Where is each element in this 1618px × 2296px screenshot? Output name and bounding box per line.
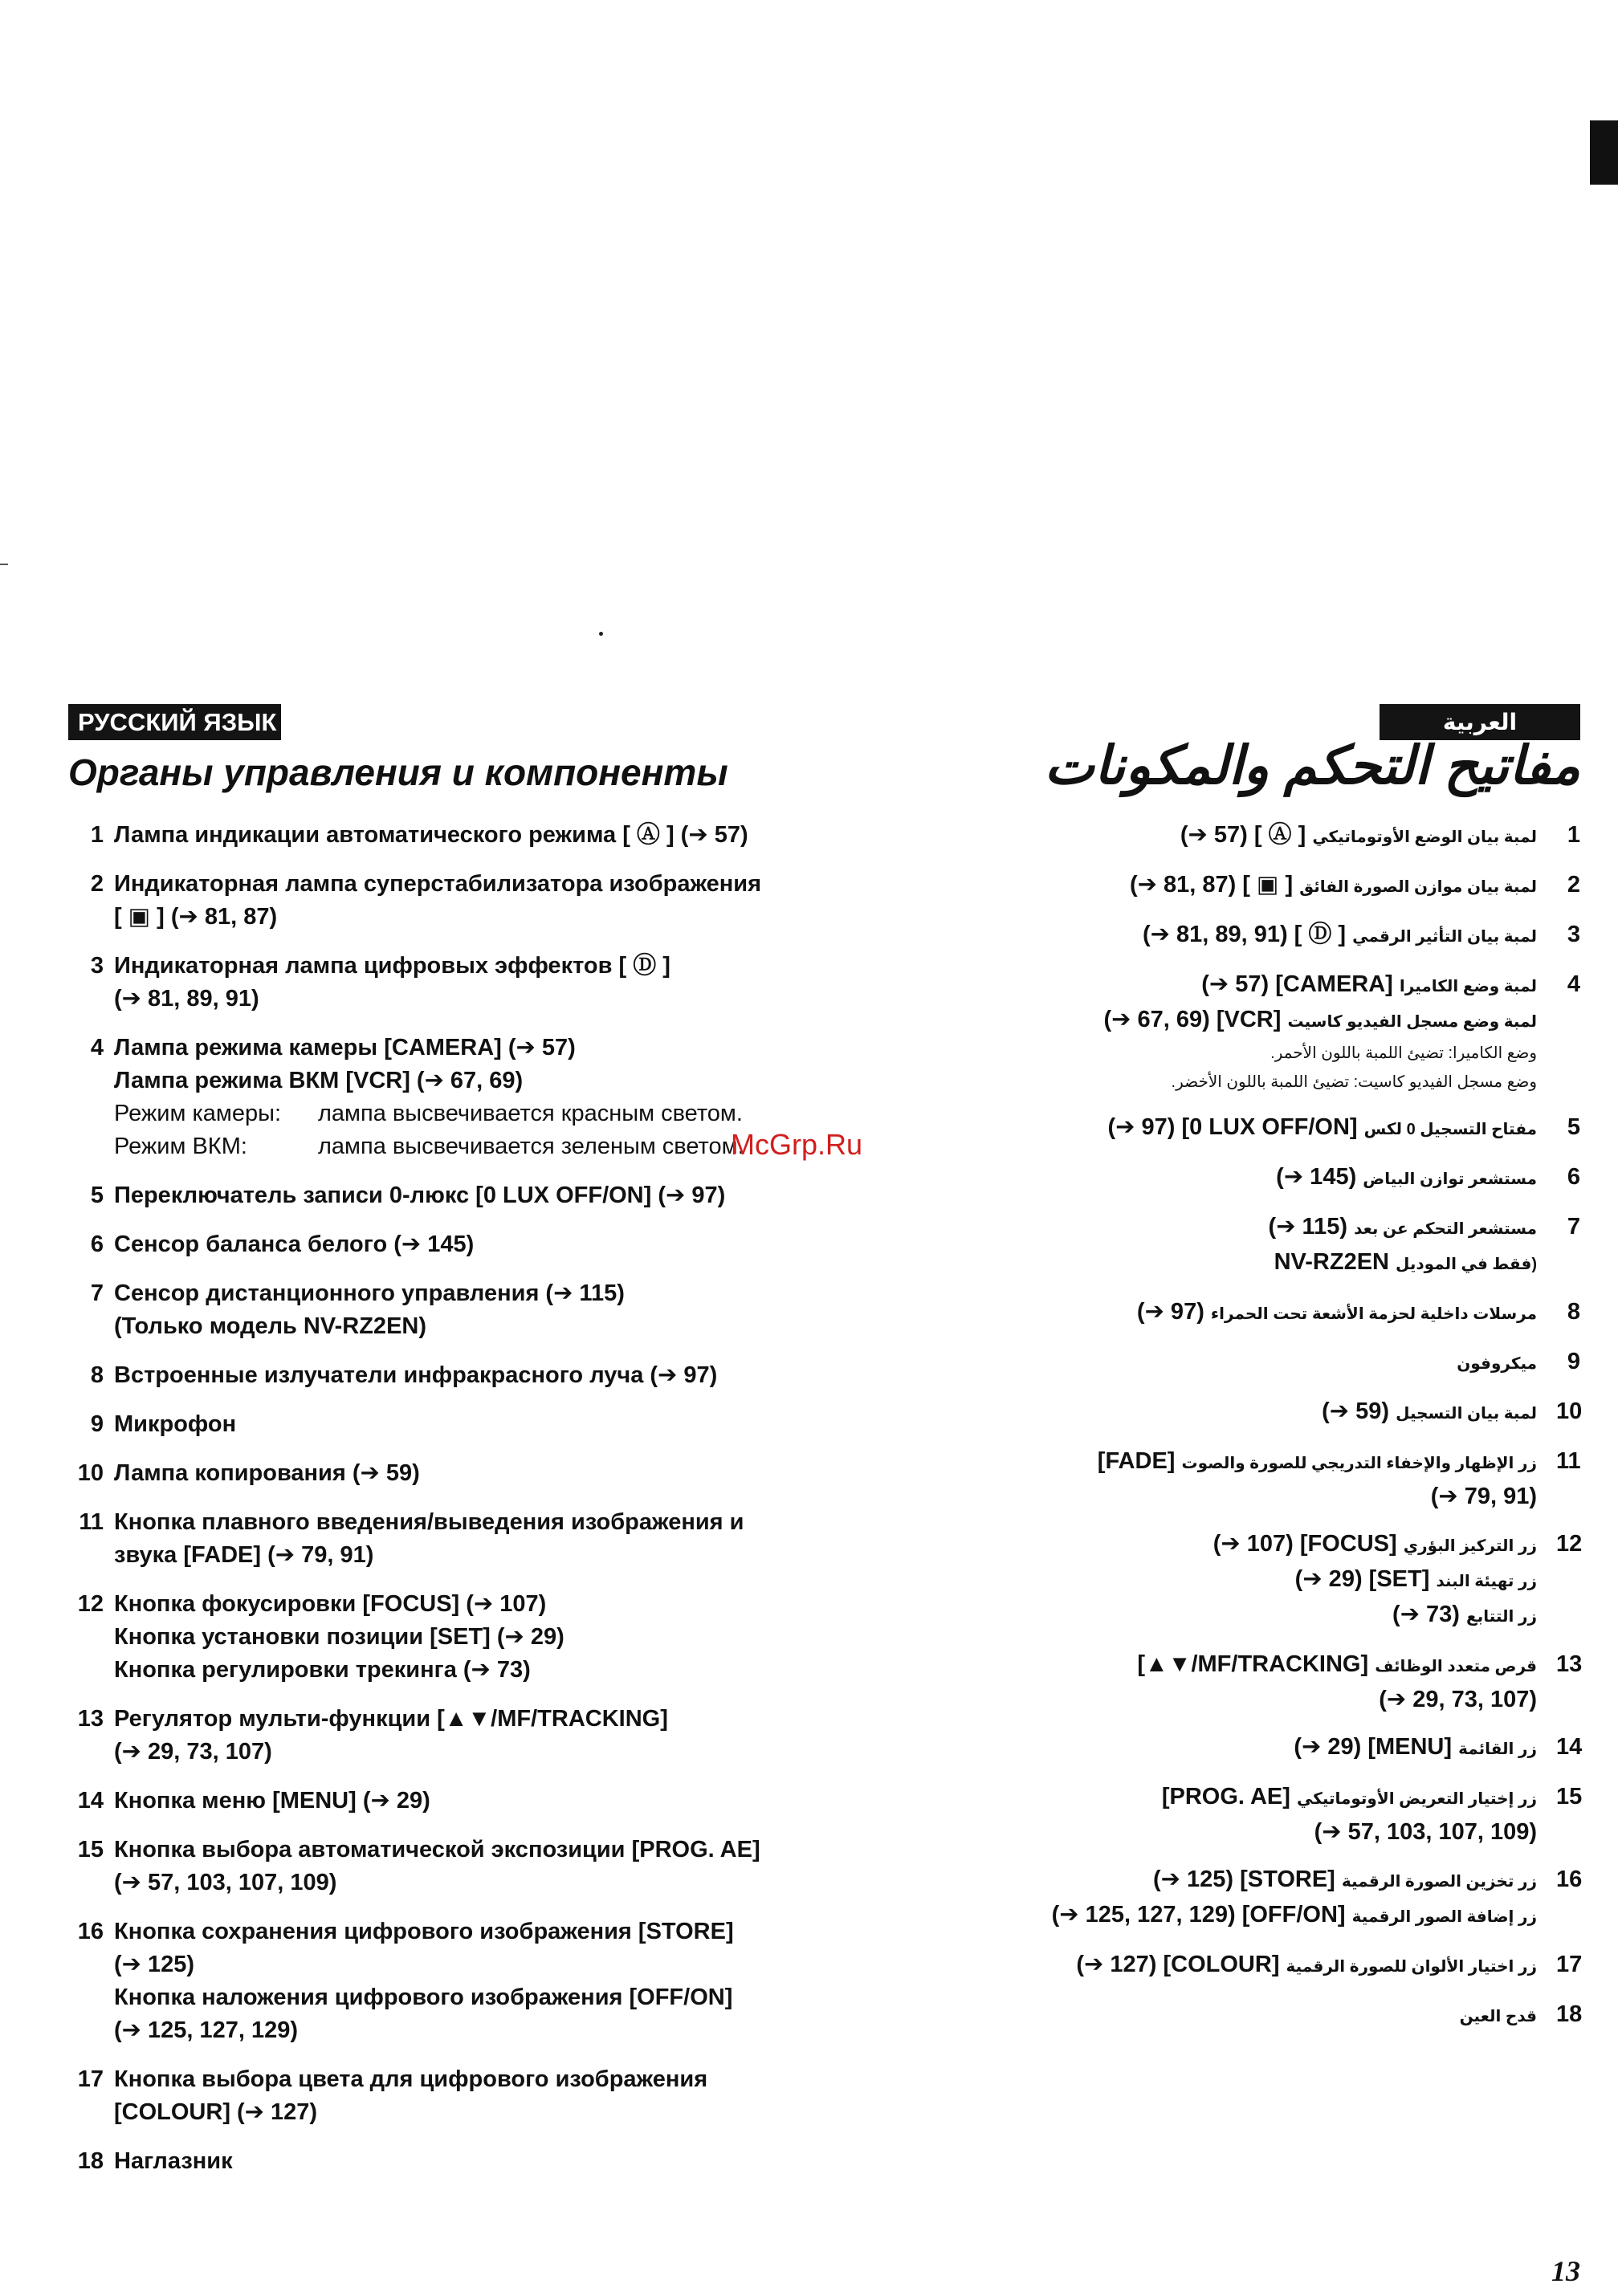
item-text: Лампа индикации автоматического режима [ Ⓐ ] (➔ 57) — [114, 822, 748, 848]
item-text — [954, 869, 1537, 904]
item-text — [954, 1161, 1537, 1196]
item-text: (➔ 57, 103, 107, 109) — [114, 1870, 337, 1895]
list-item — [68, 1457, 855, 1490]
item-arabic-text: ميكروفون — [1457, 1355, 1537, 1373]
list-item — [954, 1781, 1583, 1849]
item-arabic-text: زر القائمة — [1458, 1740, 1537, 1758]
list-item — [68, 1359, 855, 1392]
item-arabic-text: مفتاح التسجيل 0 لكس — [1363, 1121, 1537, 1138]
item-number: 10 — [1556, 1398, 1583, 1424]
item-text: (Только модель NV-RZ2EN) — [114, 1313, 427, 1339]
item-text — [954, 1003, 1537, 1039]
edge-tick-mark — [0, 564, 8, 565]
page-number: 13 — [1551, 2255, 1580, 2287]
stray-dot — [599, 632, 603, 636]
list-item — [954, 1395, 1583, 1431]
item-reference: (➔ 81, 87) [ ▣ ] — [1129, 872, 1294, 898]
item-number: 7 — [1567, 1214, 1580, 1240]
item-text — [954, 819, 1537, 854]
item-reference: [▲▼/MF/TRACKING] — [1137, 1651, 1369, 1677]
item-number: 11 — [79, 1509, 104, 1535]
item-number: 6 — [1567, 1164, 1580, 1190]
item-text: Переключатель записи 0-люкс [0 LUX OFF/ON] (➔ 97) — [114, 1183, 726, 1208]
list-item — [954, 1296, 1580, 1331]
item-number: 5 — [90, 1183, 104, 1208]
item-arabic-text: مستشعر التحكم عن بعد — [1354, 1220, 1537, 1238]
item-reference: (➔ 97) — [1136, 1299, 1204, 1325]
item-text: Сенсор дистанционного управления (➔ 115) — [114, 1280, 625, 1306]
item-arabic-text: (فقط في الموديل — [1396, 1256, 1537, 1273]
item-number: 2 — [90, 871, 104, 897]
item-text: Индикаторная лампа цифровых эффектов [ Ⓓ ] — [114, 953, 670, 979]
item-text: Лампа режима камеры [CAMERA] (➔ 57) — [114, 1035, 576, 1060]
item-number: 3 — [90, 953, 104, 979]
item-text — [954, 1998, 1537, 2033]
item-number: 17 — [77, 2066, 104, 2092]
item-reference: (➔ 107) [FOCUS] — [1212, 1531, 1397, 1557]
item-number: 2 — [1567, 872, 1580, 898]
item-reference: (➔ 115) — [1268, 1214, 1348, 1240]
item-text — [954, 1731, 1537, 1766]
list-item — [954, 1731, 1583, 1766]
arabic-component-list — [954, 819, 1583, 2048]
list-item — [68, 2063, 855, 2129]
note-text: лампа высвечивается красным светом. — [318, 1101, 743, 1126]
list-item — [68, 868, 855, 934]
item-arabic-text: زر التركيز البؤري — [1403, 1537, 1537, 1555]
item-text: [ ▣ ] (➔ 81, 87) — [114, 904, 278, 930]
item-text: Сенсор баланса белого (➔ 145) — [114, 1231, 475, 1257]
note-label: Режим камеры: — [114, 1101, 282, 1126]
item-number: 18 — [1556, 2001, 1583, 2027]
list-item — [954, 869, 1580, 904]
item-arabic-text: زر إضافة الصور الرقمية — [1351, 1908, 1537, 1926]
list-item — [954, 1998, 1583, 2033]
list-item — [68, 819, 855, 852]
item-arabic-text: لمبة وضع مسجل الفيديو كاسيت — [1287, 1013, 1537, 1031]
item-number: 14 — [77, 1788, 104, 1814]
item-text — [954, 1563, 1537, 1598]
item-text — [954, 1111, 1537, 1146]
list-item — [68, 1506, 855, 1572]
arabic-page-title: مفاتيح التحكم والمكونات — [1044, 735, 1580, 795]
russian-component-list — [68, 819, 855, 2194]
item-text — [954, 1598, 1537, 1634]
list-item — [954, 918, 1580, 954]
item-number: 12 — [77, 1591, 104, 1617]
item-reference: (➔ 73) — [1392, 1602, 1460, 1627]
item-number: 4 — [90, 1035, 104, 1060]
item-text: Кнопка установки позиции [SET] (➔ 29) — [114, 1624, 564, 1650]
list-item — [954, 1445, 1580, 1513]
list-item — [68, 1834, 855, 1899]
item-text — [954, 1899, 1537, 1934]
item-number: 8 — [90, 1362, 104, 1388]
item-note — [114, 1097, 855, 1130]
item-number: 15 — [1556, 1784, 1583, 1810]
item-arabic-text: لمبة بيان التأثير الرقمي — [1352, 928, 1537, 946]
item-arabic-text: زر التتابع — [1466, 1608, 1537, 1626]
item-text: Кнопка сохранения цифрового изображения [STORE] — [114, 1919, 734, 1944]
item-arabic-text: لمبة بيان موازن الصورة الفائق — [1299, 878, 1537, 896]
item-text — [954, 1528, 1537, 1563]
item-text: Микрофон — [114, 1411, 237, 1437]
russian-page-title: Органы управления и компоненты — [68, 751, 728, 793]
item-arabic-text: قرص متعدد الوظائف — [1375, 1658, 1537, 1675]
item-arabic-text: لمبة بيان الوضع الأوتوماتيكي — [1312, 828, 1537, 846]
item-number: 7 — [90, 1280, 104, 1306]
item-reference: (➔ 81, 89, 91) [ Ⓓ ] — [1142, 922, 1347, 947]
item-reference: [FADE] — [1097, 1448, 1176, 1474]
arabic-language-tag: العربية — [1380, 704, 1580, 740]
item-text — [954, 1683, 1537, 1716]
item-text — [954, 1816, 1537, 1849]
item-text — [954, 1948, 1537, 1984]
item-reference: (➔ 125, 127, 129) [OFF/ON] — [1051, 1902, 1346, 1928]
list-item — [954, 1111, 1580, 1146]
item-text: Кнопка регулировки трекинга (➔ 73) — [114, 1657, 531, 1683]
item-number: 12 — [1556, 1531, 1583, 1557]
item-text: Лампа режима ВКМ [VCR] (➔ 67, 69) — [114, 1068, 524, 1093]
item-number: 5 — [1567, 1114, 1580, 1140]
item-text: (➔ 125) — [114, 1952, 195, 1977]
item-arabic-text: لمبة بيان التسجيل — [1396, 1405, 1537, 1423]
item-arabic-text: زر تهيئة البند — [1436, 1573, 1537, 1590]
item-reference: (➔ 79, 91) — [1430, 1484, 1537, 1509]
item-number: 17 — [1556, 1952, 1583, 1977]
item-arabic-text: زر الإظهار والإخفاء التدريجي للصورة والصوت — [1181, 1455, 1537, 1472]
item-note: وضع مسجل الفيديو كاسيت: تضيئ اللمبة باللون الأخضر. — [1171, 1073, 1537, 1091]
item-text — [954, 1345, 1537, 1381]
item-text — [954, 1480, 1537, 1513]
item-reference: (➔ 29) [MENU] — [1294, 1734, 1453, 1760]
list-item — [68, 1179, 855, 1212]
list-item — [68, 1588, 855, 1687]
item-text — [954, 1211, 1537, 1246]
item-reference: NV-RZ2EN — [1274, 1249, 1389, 1275]
list-item — [954, 1345, 1580, 1381]
note-label: Режим ВКМ: — [114, 1134, 247, 1159]
item-number: 1 — [1567, 822, 1580, 848]
item-reference: (➔ 29, 73, 107) — [1379, 1687, 1537, 1712]
item-text — [954, 1863, 1537, 1899]
item-text: Встроенные излучатели инфракрасного луча (➔ 97) — [114, 1362, 718, 1388]
item-text — [954, 1781, 1537, 1816]
item-text: [COLOUR] (➔ 127) — [114, 2099, 318, 2125]
item-text: Кнопка выбора цвета для цифрового изображения — [114, 2066, 708, 2092]
list-item — [954, 1948, 1583, 1984]
list-item — [954, 1863, 1583, 1934]
list-item — [954, 1528, 1583, 1634]
item-reference: (➔ 29) [SET] — [1294, 1566, 1430, 1592]
item-reference: (➔ 67, 69) [VCR] — [1103, 1007, 1282, 1032]
list-item — [68, 1915, 855, 2047]
item-text — [954, 1296, 1537, 1331]
item-text: (➔ 29, 73, 107) — [114, 1739, 272, 1765]
item-text: Кнопка фокусировки [FOCUS] (➔ 107) — [114, 1591, 547, 1617]
list-item — [68, 1228, 855, 1261]
list-item — [68, 1408, 855, 1441]
item-text: (➔ 81, 89, 91) — [114, 986, 259, 1012]
item-arabic-text: زر إختيار التعريض الأوتوماتيكي — [1296, 1790, 1537, 1808]
item-text — [954, 1246, 1537, 1281]
item-reference: [PROG. AE] — [1161, 1784, 1290, 1810]
list-item — [954, 1211, 1580, 1281]
item-arabic-text: زر اختيار الألوان للصورة الرقمية — [1286, 1958, 1537, 1976]
list-item — [68, 2145, 855, 2178]
item-number: 1 — [90, 822, 104, 848]
item-text: Кнопка меню [MENU] (➔ 29) — [114, 1788, 430, 1814]
item-text: звука [FADE] (➔ 79, 91) — [114, 1542, 374, 1568]
item-reference: (➔ 59) — [1322, 1398, 1390, 1424]
note-text: лампа высвечивается зеленым светом. — [318, 1134, 744, 1159]
item-number: 3 — [1567, 922, 1580, 947]
item-number: 4 — [1567, 971, 1580, 997]
item-number: 11 — [1556, 1448, 1581, 1474]
list-item — [68, 1277, 855, 1343]
watermark: McGrp.Ru — [731, 1128, 863, 1161]
item-reference: (➔ 97) [0 LUX OFF/ON] — [1107, 1114, 1358, 1140]
item-note: وضع الكاميرا: تضيئ اللمبة باللون الأحمر. — [1270, 1044, 1537, 1062]
item-arabic-text: زر تخزين الصورة الرقمية — [1341, 1873, 1537, 1891]
item-number: 6 — [90, 1231, 104, 1257]
list-item — [954, 819, 1580, 854]
item-number: 16 — [77, 1919, 104, 1944]
item-reference: (➔ 57) [ Ⓐ ] — [1180, 822, 1306, 848]
item-reference: (➔ 57, 103, 107, 109) — [1314, 1819, 1537, 1845]
list-item — [68, 1785, 855, 1818]
item-text: Регулятор мульти-функции [▲▼/MF/TRACKING] — [114, 1706, 668, 1732]
item-text: (➔ 125, 127, 129) — [114, 2017, 299, 2043]
item-number: 13 — [1556, 1651, 1583, 1677]
item-arabic-text: لمبة وضع الكاميرا — [1399, 978, 1537, 995]
section-tab-marker — [1590, 120, 1618, 185]
item-number: 18 — [77, 2148, 104, 2174]
item-number: 16 — [1556, 1867, 1583, 1892]
item-arabic-text: قدح العين — [1459, 2008, 1537, 2025]
item-text — [954, 918, 1537, 954]
item-text — [954, 1648, 1537, 1683]
item-number: 8 — [1567, 1299, 1580, 1325]
item-text — [954, 1445, 1537, 1480]
item-reference: (➔ 127) [COLOUR] — [1076, 1952, 1280, 1977]
item-text: Лампа копирования (➔ 59) — [114, 1460, 420, 1486]
item-text — [954, 968, 1537, 1003]
item-number: 9 — [1567, 1349, 1580, 1374]
item-text: Кнопка выбора автоматической экспозиции [PROG. AE] — [114, 1837, 760, 1862]
item-reference: (➔ 125) [STORE] — [1153, 1867, 1335, 1892]
item-number: 10 — [77, 1460, 104, 1486]
item-text: Индикаторная лампа суперстабилизатора изображения — [114, 871, 762, 897]
list-item — [954, 1648, 1583, 1716]
item-number: 15 — [77, 1837, 104, 1862]
item-text: Кнопка наложения цифрового изображения [OFF/ON] — [114, 1985, 733, 2010]
list-item — [954, 968, 1580, 1097]
item-text: Наглазник — [114, 2148, 233, 2174]
item-number: 9 — [90, 1411, 104, 1437]
item-arabic-text: مرسلات داخلية لحزمة الأشعة تحت الحمراء — [1210, 1305, 1537, 1323]
list-item — [68, 1703, 855, 1769]
item-number: 14 — [1556, 1734, 1583, 1760]
item-number: 13 — [77, 1706, 104, 1732]
item-text: Кнопка плавного введения/выведения изображения и — [114, 1509, 744, 1535]
list-item — [68, 950, 855, 1016]
item-reference: (➔ 145) — [1276, 1164, 1357, 1190]
item-arabic-text: مستشعر توازن البياض — [1363, 1170, 1537, 1188]
russian-language-tag: РУССКИЙ ЯЗЫК — [68, 704, 281, 740]
item-text — [954, 1395, 1537, 1431]
list-item — [954, 1161, 1580, 1196]
item-reference: (➔ 57) [CAMERA] — [1201, 971, 1393, 997]
